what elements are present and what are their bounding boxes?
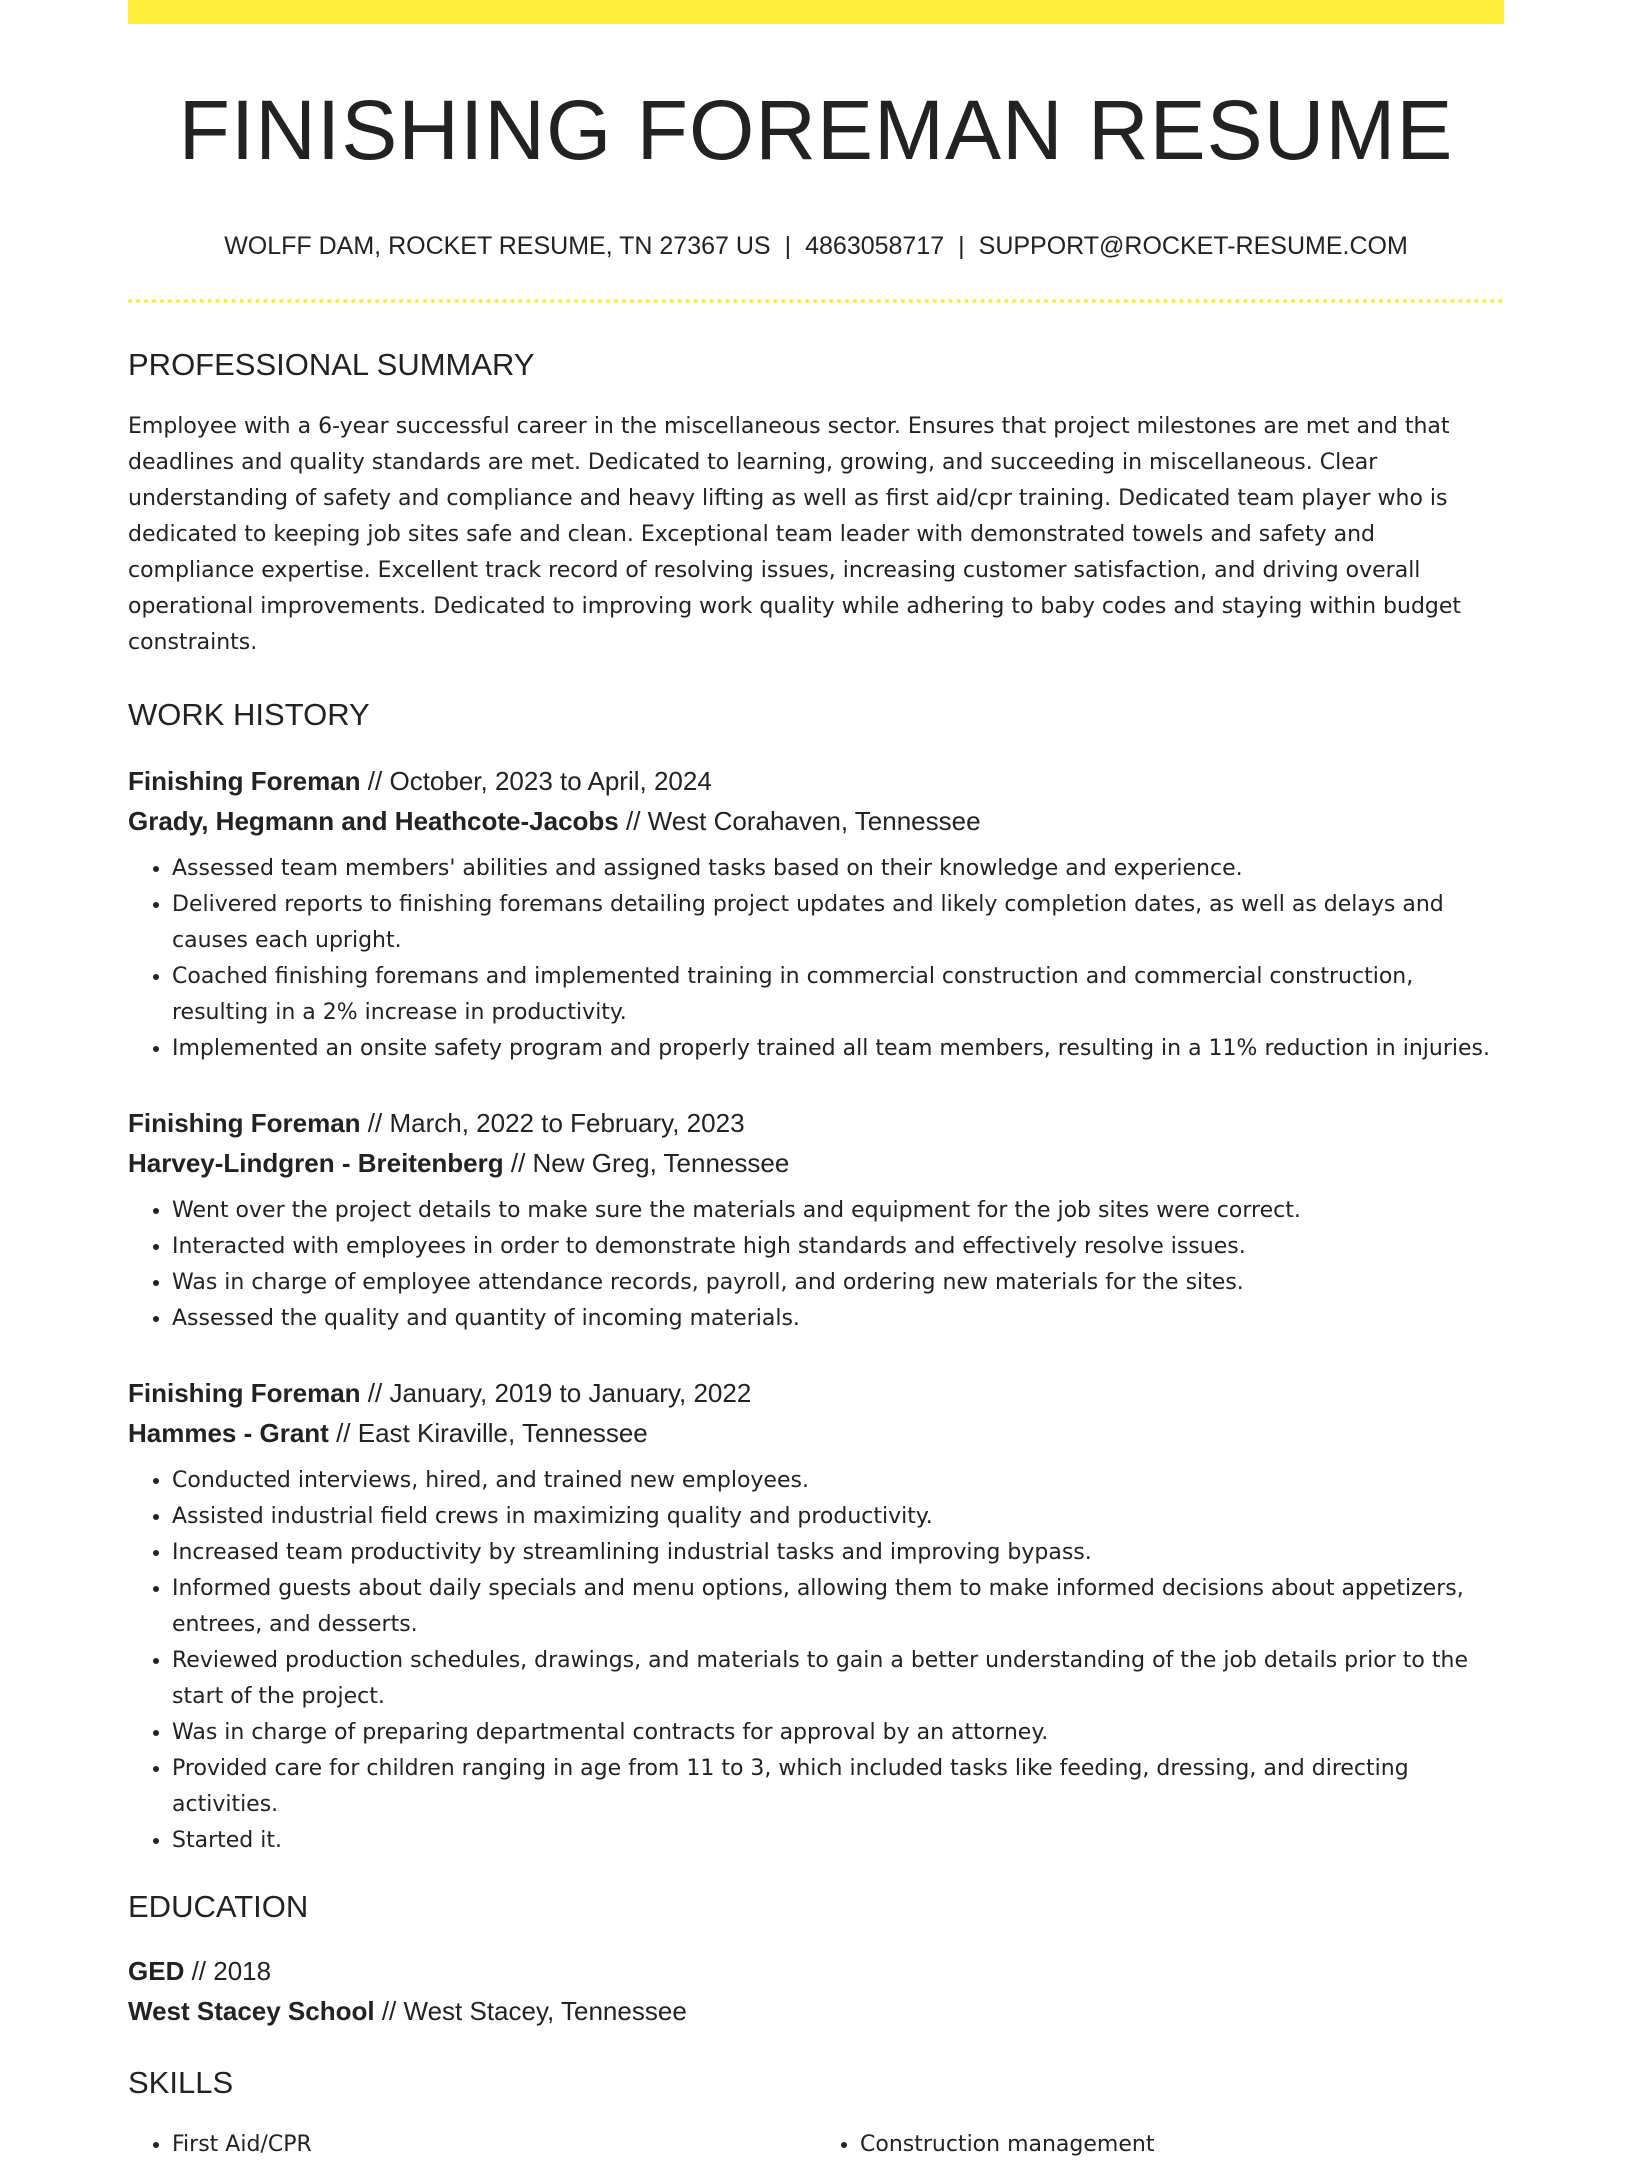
- job-bullet: • Informed guests about daily specials and menu options, allowing them to make informed decisions about appetizers, entrees, and desserts.: [172, 1571, 1504, 1643]
- job-entry: [128, 761, 1504, 1067]
- contact-phone: 4863058717: [805, 232, 945, 261]
- job-location: // West Corahaven, Tennessee: [618, 806, 981, 837]
- header-divider: [128, 299, 1504, 303]
- resume-title: FINISHING FOREMAN RESUME: [178, 83, 1454, 177]
- job-bullet: • Conducted interviews, hired, and trained new employees.: [172, 1463, 1504, 1499]
- job-dates: // January, 2019 to January, 2022: [360, 1378, 752, 1409]
- job-bullets: [128, 851, 1504, 1067]
- job-title: Finishing Foreman: [128, 1108, 361, 1139]
- job-dates: // October, 2023 to April, 2024: [360, 766, 712, 797]
- job-entry: [128, 1103, 1504, 1337]
- job-dates: // March, 2022 to February, 2023: [360, 1108, 745, 1139]
- job-title-line: [128, 1103, 1504, 1143]
- contact-email: SUPPORT@ROCKET-RESUME.COM: [978, 232, 1408, 261]
- job-company-line: [128, 1413, 1504, 1453]
- education-degree: GED: [128, 1956, 185, 1987]
- summary-heading: PROFESSIONAL SUMMARY: [128, 347, 535, 383]
- job-location: // East Kiraville, Tennessee: [328, 1418, 648, 1449]
- job-bullet: • Implemented an onsite safety program and properly trained all team members, resulting in a 11% reduction in injuries.: [172, 1031, 1504, 1067]
- skills-heading: SKILLS: [128, 2065, 234, 2101]
- job-company: Harvey-Lindgren - Breitenberg: [128, 1148, 504, 1179]
- job-bullet: • Assessed team members' abilities and assigned tasks based on their knowledge and experience.: [172, 851, 1504, 887]
- job-bullets: [128, 1463, 1504, 1859]
- skills-column-left: [128, 2127, 816, 2163]
- accent-bar: [128, 0, 1504, 24]
- job-company: Grady, Hegmann and Heathcote-Jacobs: [128, 806, 619, 837]
- job-bullet: • Started it.: [172, 1823, 1504, 1859]
- skills-list: [128, 2127, 1504, 2163]
- contact-address: WOLFF DAM, ROCKET RESUME, TN 27367 US: [224, 232, 771, 261]
- contact-separator: |: [958, 232, 965, 261]
- education-entry: [128, 1951, 1504, 2031]
- education-location: // West Stacey, Tennessee: [374, 1996, 687, 2027]
- job-company-line: [128, 1143, 1504, 1183]
- job-bullet: • Increased team productivity by streamlining industrial tasks and improving bypass.: [172, 1535, 1504, 1571]
- job-title: Finishing Foreman: [128, 1378, 361, 1409]
- education-year: // 2018: [184, 1956, 272, 1987]
- summary-text: Employee with a 6-year successful career in the miscellaneous sector. Ensures that project milestones are met and that deadlines and quality standards are met. Dedicated to learning, growing, and succeeding in miscellaneous. Clear understanding of safety and compliance and heavy lifting as well as first aid/cpr training. Dedicated team player who is dedicated to keeping job sites safe and clean. Exceptional team leader with demonstrated towels and safety and compliance expertise. Excellent track record of resolving issues, increasing customer satisfaction, and driving overall operational improvements. Dedicated to improving work quality while adhering to baby codes and staying within budget constraints.: [128, 414, 1462, 656]
- job-bullets: [128, 1193, 1504, 1337]
- education-school-line: [128, 1991, 1504, 2031]
- job-company: Hammes - Grant: [128, 1418, 329, 1449]
- skill-item: • First Aid/CPR: [172, 2127, 816, 2163]
- education-degree-line: [128, 1951, 1504, 1991]
- job-bullet: • Was in charge of employee attendance records, payroll, and ordering new materials for the sites.: [172, 1265, 1504, 1301]
- job-bullet: • Reviewed production schedules, drawings, and materials to gain a better understanding of the job details prior to the start of the project.: [172, 1643, 1504, 1715]
- job-bullet: • Went over the project details to make sure the materials and equipment for the job sites were correct.: [172, 1193, 1504, 1229]
- resume-page: [128, 0, 1504, 2163]
- job-bullet: • Assessed the quality and quantity of incoming materials.: [172, 1301, 1504, 1337]
- job-title-line: [128, 761, 1504, 801]
- job-location: // New Greg, Tennessee: [503, 1148, 790, 1179]
- skill-item: • Construction management: [860, 2127, 1504, 2163]
- contact-line: [128, 232, 1504, 261]
- education-heading: EDUCATION: [128, 1889, 309, 1925]
- job-bullet: • Was in charge of preparing departmental contracts for approval by an attorney.: [172, 1715, 1504, 1751]
- job-entry: [128, 1373, 1504, 1859]
- job-bullet: • Provided care for children ranging in age from 11 to 3, which included tasks like feeding, dressing, and directing activities.: [172, 1751, 1504, 1823]
- job-bullet: • Interacted with employees in order to demonstrate high standards and effectively resolve issues.: [172, 1229, 1504, 1265]
- job-title-line: [128, 1373, 1504, 1413]
- education-school: West Stacey School: [128, 1996, 375, 2027]
- job-bullet: • Assisted industrial field crews in maximizing quality and productivity.: [172, 1499, 1504, 1535]
- job-bullet: • Coached finishing foremans and implemented training in commercial construction and commercial construction, resulting in a 2% increase in productivity.: [172, 959, 1504, 1031]
- contact-separator: |: [784, 232, 792, 261]
- job-title: Finishing Foreman: [128, 766, 361, 797]
- work-history-heading: WORK HISTORY: [128, 697, 370, 733]
- job-company-line: [128, 801, 1504, 841]
- skills-column-right: [816, 2127, 1504, 2163]
- job-bullet: • Delivered reports to finishing foremans detailing project updates and likely completion dates, as well as delays and causes each upright.: [172, 887, 1504, 959]
